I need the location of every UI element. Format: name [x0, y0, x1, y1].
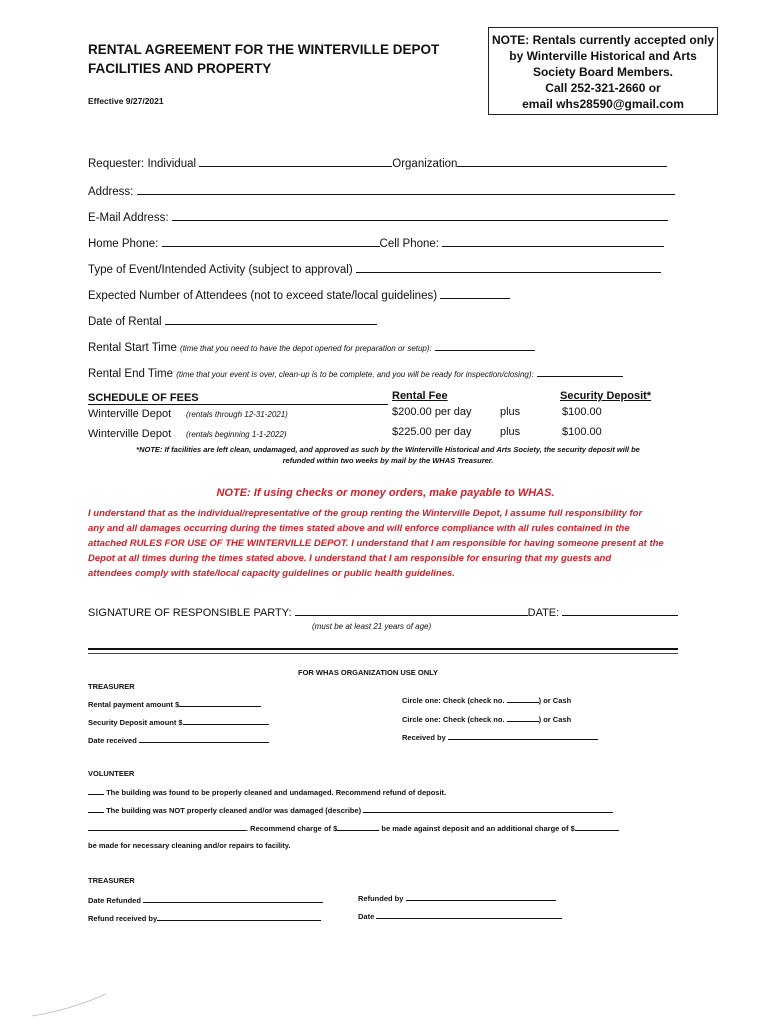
additional-charge-field[interactable]: [575, 822, 619, 831]
address-label: Address:: [88, 186, 134, 198]
security-amount-label: Security Deposit amount $: [88, 718, 183, 727]
charge-amount-field[interactable]: [337, 822, 379, 831]
separator-thick: [88, 648, 678, 650]
charge-row: [88, 822, 619, 833]
end-time-row: [88, 366, 623, 380]
organization-field[interactable]: [457, 156, 667, 167]
title-line-2: FACILITIES AND PROPERTY: [88, 61, 272, 76]
note-line-4: Call 252-321-2660 or: [545, 81, 661, 95]
org-use-heading: FOR WHAS ORGANIZATION USE ONLY: [298, 668, 439, 677]
email-label: E-Mail Address:: [88, 212, 169, 224]
refund-received-field[interactable]: [157, 912, 321, 921]
age-note: (must be at least 21 years of age): [312, 622, 432, 631]
circle-one-label-1: Circle one: Check (check no.: [402, 696, 505, 705]
received-by-row: [402, 731, 598, 742]
start-time-label: Rental Start Time: [88, 342, 177, 354]
date-of-rental-field[interactable]: [165, 314, 377, 325]
treasurer-heading: TREASURER: [88, 682, 135, 691]
fee-row-1-label: Winterville Depot: [88, 408, 172, 420]
footnote-line-2: refunded within two weeks by mail by the WHAS Treasurer.: [282, 456, 494, 465]
signature-date-field[interactable]: [562, 605, 678, 616]
against-deposit-label: be made against deposit and an additional charge of $: [381, 824, 575, 833]
end-time-field[interactable]: [537, 366, 623, 377]
circle-one-row-1: [402, 694, 571, 705]
responsibility-line-5: attendees comply with state/local capacity guidelines or public health guidelines.: [88, 568, 455, 579]
refunded-by-field[interactable]: [406, 892, 556, 901]
schedule-of-fees-heading: SCHEDULE OF FEES: [88, 392, 388, 405]
responsibility-line-4: Depot at all times during the times stated above. I understand that I am responsible for ensuring that my guests and: [88, 553, 612, 564]
clean-row: [88, 786, 446, 797]
treasurer-heading-2: TREASURER: [88, 876, 135, 885]
refund-date-label: Date: [358, 912, 375, 921]
fee-row-1-deposit: $100.00: [562, 406, 602, 418]
note-line-3: Society Board Members.: [532, 65, 674, 79]
signature-row: [88, 605, 678, 619]
footnote-line-1: *NOTE: If facilities are left clean, undamaged, and approved as such by the Winterville Historical and Arts Society, the security deposit will be: [136, 445, 640, 454]
rental-payment-row: [88, 698, 261, 709]
fee-row-1-plus: plus: [500, 406, 521, 418]
fee-row-2-plus: plus: [500, 426, 521, 438]
security-deposit-heading: Security Deposit*: [560, 390, 652, 402]
start-time-note: (time that you need to have the depot opened for preparation or setup):: [180, 344, 432, 353]
refund-received-row: [88, 912, 321, 923]
damage-description-field-2[interactable]: [88, 822, 246, 831]
requester-individual-field[interactable]: [199, 156, 392, 167]
scan-mark: [30, 990, 110, 1020]
necessary-cleaning-text: be made for necessary cleaning and/or repairs to facility.: [88, 841, 291, 850]
check-number-field-2[interactable]: [507, 713, 539, 722]
volunteer-heading: VOLUNTEER: [88, 769, 135, 778]
payment-note: NOTE: If using checks or money orders, make payable to WHAS.: [216, 487, 555, 499]
refund-date-field[interactable]: [376, 910, 562, 919]
refunded-by-label: Refunded by: [358, 894, 404, 903]
circle-one-row-2: [402, 713, 571, 724]
responsibility-line-2: any and all damages occurring during the times stated above and will enforce compliance with all rules contained in the: [88, 523, 630, 534]
effective-date: Effective 9/27/2021: [88, 96, 164, 106]
date-refunded-row: [88, 894, 323, 905]
note-line-5: email whs28590@gmail.com: [522, 97, 684, 111]
signature-field[interactable]: [295, 605, 528, 616]
received-by-field[interactable]: [448, 731, 598, 740]
event-type-row: [88, 262, 661, 276]
email-field[interactable]: [172, 210, 668, 221]
date-received-field[interactable]: [139, 734, 269, 743]
phone-row: [88, 236, 664, 250]
recommend-charge-label: . Recommend charge of $: [246, 824, 338, 833]
refund-date-row: [358, 910, 562, 921]
note-line-2: by Winterville Historical and Arts: [509, 49, 697, 63]
check-or-cash-2: ) or Cash: [538, 715, 572, 724]
fee-row-2-deposit: $100.00: [562, 426, 602, 438]
check-or-cash-1: ) or Cash: [538, 696, 572, 705]
attendees-row: [88, 288, 510, 302]
signature-label: SIGNATURE OF RESPONSIBLE PARTY:: [88, 607, 292, 619]
clean-checkbox-line[interactable]: [88, 786, 104, 795]
requester-label: Requester: Individual: [88, 158, 197, 170]
circle-one-label-2: Circle one: Check (check no.: [402, 715, 505, 724]
received-by-label: Received by: [402, 733, 446, 742]
event-type-field[interactable]: [356, 262, 661, 273]
signature-date-label: DATE:: [527, 607, 560, 619]
requester-row: [88, 156, 667, 170]
event-type-label: Type of Event/Intended Activity (subject to approval): [88, 264, 353, 276]
end-time-note: (time that your event is over, clean-up is to be complete, and you will be ready for inspection/closing):: [176, 370, 534, 379]
damage-description-field[interactable]: [363, 804, 613, 813]
form-title: [88, 40, 448, 78]
not-clean-statement: The building was NOT properly cleaned and/or was damaged (describe): [106, 806, 362, 815]
title-line-1: RENTAL AGREEMENT FOR THE WINTERVILLE DEPOT: [88, 42, 440, 57]
cell-phone-field[interactable]: [442, 236, 664, 247]
not-clean-checkbox-line[interactable]: [88, 804, 104, 813]
fee-row-2-amount: $225.00 per day: [392, 426, 472, 438]
start-time-row: [88, 340, 535, 354]
home-phone-field[interactable]: [162, 236, 380, 247]
attendees-field[interactable]: [440, 288, 510, 299]
date-received-row: [88, 734, 269, 745]
date-of-rental-label: Date of Rental: [88, 316, 162, 328]
organization-label: Organization: [392, 158, 458, 170]
fee-row-1-amount: $200.00 per day: [392, 406, 472, 418]
fee-row-1-note: (rentals through 12-31-2021): [186, 410, 288, 419]
end-time-label: Rental End Time: [88, 368, 174, 380]
check-number-field-1[interactable]: [507, 694, 539, 703]
refund-received-label: Refund received by: [88, 914, 158, 923]
fee-row-2-label: Winterville Depot: [88, 428, 172, 440]
attendees-label: Expected Number of Attendees (not to exceed state/local guidelines): [88, 290, 438, 302]
clean-statement: The building was found to be properly cleaned and undamaged. Recommend refund of deposit.: [106, 788, 447, 797]
address-row: [88, 184, 675, 198]
responsibility-line-1: I understand that as the individual/representative of the group renting the Winterville Depot, I assume full responsibility for: [88, 508, 643, 519]
security-amount-row: [88, 716, 269, 727]
address-field[interactable]: [137, 184, 675, 195]
date-refunded-field[interactable]: [143, 894, 323, 903]
email-row: [88, 210, 668, 224]
separator-thin: [88, 653, 678, 654]
date-of-rental-row: [88, 314, 377, 328]
refunded-by-row: [358, 892, 556, 903]
rental-fee-heading: Rental Fee: [392, 390, 448, 402]
responsibility-statement: [88, 506, 683, 581]
rental-note-box: [488, 27, 718, 115]
not-clean-row: [88, 804, 613, 815]
date-received-label: Date received: [88, 736, 137, 745]
deposit-footnote: [88, 444, 688, 466]
cell-phone-label: Cell Phone:: [379, 238, 439, 250]
security-amount-field[interactable]: [183, 716, 269, 725]
note-line-1: NOTE: Rentals currently accepted only: [491, 33, 715, 47]
start-time-field[interactable]: [435, 340, 535, 351]
responsibility-line-3: attached RULES FOR USE OF THE WINTERVILLE DEPOT. I understand that I am responsible for having someone present at the: [88, 538, 664, 549]
rental-payment-field[interactable]: [179, 698, 261, 707]
rental-payment-label: Rental payment amount $: [88, 700, 180, 709]
home-phone-label: Home Phone:: [88, 238, 159, 250]
fee-row-2-note: (rentals beginning 1-1-2022): [186, 430, 287, 439]
date-refunded-label: Date Refunded: [88, 896, 141, 905]
